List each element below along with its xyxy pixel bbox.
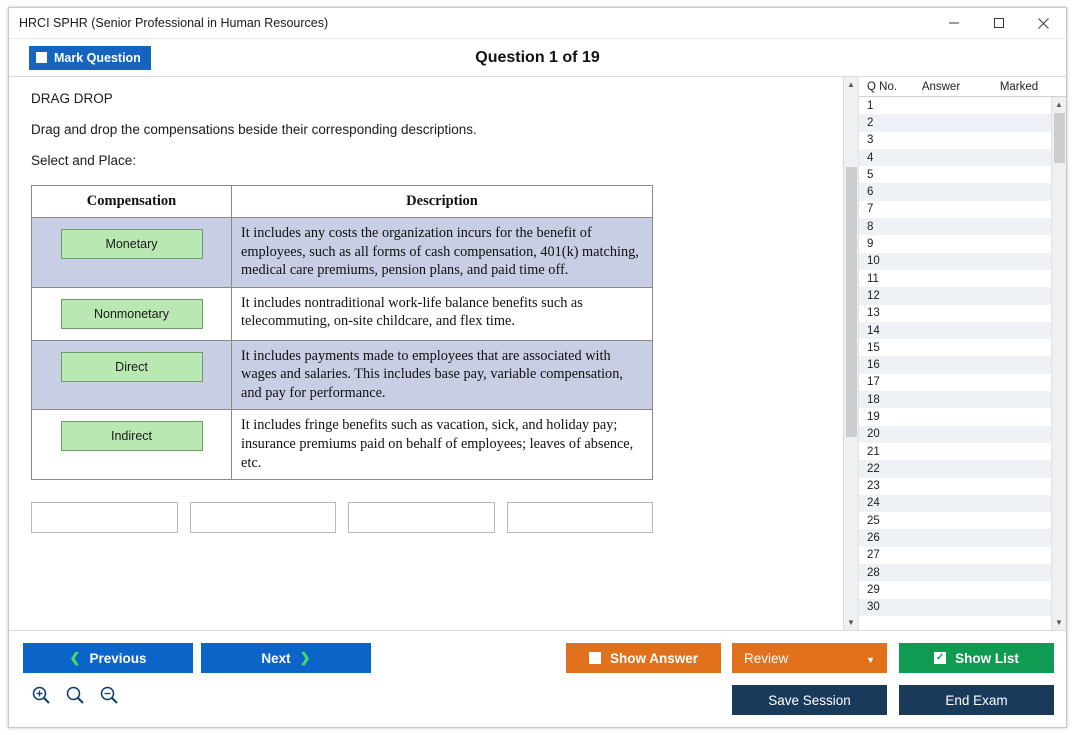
exam-header — [9, 39, 1066, 76]
column-header-description: Description — [232, 186, 653, 218]
scrollbar-thumb[interactable] — [846, 167, 857, 437]
question-list-row[interactable] — [859, 253, 1051, 270]
save-session-button[interactable] — [732, 685, 887, 715]
exam-window — [8, 7, 1067, 728]
question-list-row[interactable] — [859, 581, 1051, 598]
exam-body — [9, 76, 1066, 630]
question-number: 30 — [867, 601, 880, 614]
question-list-row[interactable] — [859, 529, 1051, 546]
question-number: 15 — [867, 341, 880, 354]
mark-question-checkbox-icon — [36, 52, 47, 63]
question-rows[interactable] — [859, 97, 1051, 630]
show-answer-checkbox-icon — [589, 652, 601, 664]
zoom-controls — [31, 685, 119, 710]
drag-drop-table — [31, 185, 653, 480]
question-number: 22 — [867, 462, 880, 475]
window-titlebar — [9, 8, 1066, 39]
close-icon[interactable] — [1021, 8, 1066, 38]
question-list-row[interactable] — [859, 166, 1051, 183]
zoom-search-icon[interactable] — [65, 685, 85, 710]
question-number: 14 — [867, 324, 880, 337]
question-list-row[interactable] — [859, 305, 1051, 322]
show-list-button[interactable] — [899, 643, 1054, 673]
question-number: 29 — [867, 583, 880, 596]
question-number: 26 — [867, 532, 880, 545]
show-list-checkbox-icon: ✓ — [935, 652, 945, 663]
next-button[interactable] — [201, 643, 371, 673]
question-list-row[interactable] — [859, 97, 1051, 114]
question-list-row[interactable] — [859, 374, 1051, 391]
question-list-row[interactable] — [859, 183, 1051, 200]
table-row — [32, 287, 653, 340]
question-number: 10 — [867, 255, 880, 268]
question-list-row[interactable] — [859, 218, 1051, 235]
question-number: 20 — [867, 428, 880, 441]
drop-slot-4[interactable] — [507, 502, 654, 533]
compensation-cell — [32, 410, 232, 480]
description-cell: It includes nontraditional work-life balance benefits such as telecommuting, on-site childcare, and flex time. — [232, 287, 653, 340]
question-list-header — [859, 77, 1066, 97]
question-number: 6 — [867, 186, 874, 199]
table-row — [32, 410, 653, 480]
question-number: 24 — [867, 497, 880, 510]
question-list-row[interactable] — [859, 426, 1051, 443]
question-list-row[interactable] — [859, 287, 1051, 304]
select-and-place-label: Select and Place: — [31, 153, 137, 168]
show-answer-label: Show Answer — [609, 650, 698, 666]
previous-button[interactable] — [23, 643, 193, 673]
question-list-row[interactable] — [859, 114, 1051, 131]
question-list-body — [859, 97, 1066, 630]
question-list-row[interactable] — [859, 443, 1051, 460]
question-list-row[interactable] — [859, 149, 1051, 166]
column-header-compensation: Compensation — [32, 186, 232, 218]
chevron-down-icon: ▼ — [866, 655, 875, 665]
question-list-row[interactable] — [859, 512, 1051, 529]
mark-question-label: Mark Question — [54, 50, 141, 65]
question-number: 27 — [867, 549, 880, 562]
question-list-row[interactable] — [859, 599, 1051, 616]
previous-label: Previous — [89, 650, 147, 666]
draggable-chip-indirect[interactable]: Indirect — [61, 421, 203, 451]
table-header-row — [32, 186, 653, 218]
end-exam-label: End Exam — [945, 692, 1008, 708]
question-list-row[interactable] — [859, 564, 1051, 581]
question-list-row[interactable] — [859, 478, 1051, 495]
content-scrollbar[interactable] — [844, 77, 859, 630]
question-number: 4 — [867, 151, 874, 164]
table-row — [32, 340, 653, 410]
table-row — [32, 218, 653, 288]
question-instruction: Drag and drop the compensations beside their corresponding descriptions. — [31, 122, 477, 137]
question-number: 7 — [867, 203, 874, 216]
question-number: 23 — [867, 480, 880, 493]
question-number: 13 — [867, 307, 880, 320]
question-list-pane — [843, 77, 1066, 630]
review-dropdown[interactable] — [732, 643, 887, 673]
question-list-row[interactable] — [859, 339, 1051, 356]
list-scroll-up-icon[interactable]: ▲ — [1055, 100, 1063, 109]
header-answer: Answer — [921, 80, 961, 93]
drop-slot-1[interactable] — [31, 502, 178, 533]
list-scrollbar-thumb[interactable] — [1054, 113, 1065, 163]
draggable-chip-nonmonetary[interactable]: Nonmonetary — [61, 299, 203, 329]
list-scroll-down-icon[interactable]: ▼ — [1055, 618, 1063, 627]
save-session-label: Save Session — [768, 692, 851, 708]
question-list-row[interactable] — [859, 235, 1051, 252]
question-number: 19 — [867, 410, 880, 423]
question-list-row[interactable] — [859, 408, 1051, 425]
question-number: 1 — [867, 99, 874, 112]
question-list-row[interactable] — [859, 356, 1051, 373]
description-cell: It includes payments made to employees that are associated with wages and salaries. This includes base pay, variable compensation, and pay for performance. — [232, 340, 653, 410]
question-list-row[interactable] — [859, 547, 1051, 564]
question-list-row[interactable] — [859, 132, 1051, 149]
drop-target-row — [31, 502, 653, 533]
mark-question-button[interactable] — [29, 46, 151, 70]
question-number: 5 — [867, 168, 874, 181]
scroll-down-icon[interactable]: ▼ — [847, 618, 855, 627]
question-content — [9, 77, 843, 630]
question-number: 18 — [867, 393, 880, 406]
question-number: 11 — [867, 272, 879, 285]
review-label: Review — [744, 650, 789, 666]
show-answer-button[interactable] — [566, 643, 721, 673]
question-number: 17 — [867, 376, 880, 389]
exam-footer — [9, 630, 1066, 727]
zoom-out-icon[interactable] — [99, 685, 119, 710]
question-number: 2 — [867, 116, 874, 129]
zoom-in-icon[interactable] — [31, 685, 51, 710]
question-number: 8 — [867, 220, 874, 233]
drop-slot-3[interactable] — [348, 502, 495, 533]
question-list-scrollbar[interactable] — [1051, 97, 1066, 630]
compensation-cell — [32, 218, 232, 288]
window-title: HRCI SPHR (Senior Professional in Human Resources) — [19, 16, 329, 30]
question-list-row[interactable] — [859, 270, 1051, 287]
show-list-label: Show List — [955, 650, 1019, 666]
description-cell: It includes any costs the organization incurs for the benefit of employees, such as all forms of cash compensation, 401(k) matching, medical care premiums, pension plans, and paid time off. — [232, 218, 653, 288]
question-number: 16 — [867, 359, 880, 372]
question-number: 9 — [867, 238, 874, 251]
header-q-no: Q No. — [867, 80, 898, 93]
compensation-cell — [32, 340, 232, 410]
question-list-row[interactable] — [859, 495, 1051, 512]
maximize-icon[interactable] — [976, 8, 1021, 38]
question-number: 21 — [867, 445, 880, 458]
end-exam-button[interactable] — [899, 685, 1054, 715]
question-number: 3 — [867, 134, 874, 147]
question-list-row[interactable] — [859, 460, 1051, 477]
page-title: Question 1 of 19 — [475, 48, 600, 66]
question-list-row[interactable] — [859, 201, 1051, 218]
question-number: 25 — [867, 514, 880, 527]
question-number: 12 — [867, 289, 880, 302]
question-list-row[interactable] — [859, 391, 1051, 408]
minimize-icon[interactable] — [931, 8, 976, 38]
drop-slot-2[interactable] — [190, 502, 337, 533]
question-number: 28 — [867, 566, 880, 579]
compensation-cell — [32, 287, 232, 340]
draggable-chip-direct[interactable]: Direct — [61, 352, 203, 382]
header-marked: Marked — [999, 80, 1039, 93]
chevron-right-icon: ❯ — [299, 650, 311, 665]
question-list — [859, 77, 1066, 630]
draggable-chip-monetary[interactable]: Monetary — [61, 229, 203, 259]
chevron-left-icon: ❮ — [69, 650, 81, 665]
description-cell: It includes fringe benefits such as vacation, sick, and holiday pay; insurance premiums paid on behalf of employees; leaves of absence, etc. — [232, 410, 653, 480]
question-type-label: DRAG DROP — [31, 91, 113, 106]
question-list-row[interactable] — [859, 322, 1051, 339]
next-label: Next — [261, 650, 291, 666]
scroll-up-icon[interactable]: ▲ — [847, 80, 855, 89]
